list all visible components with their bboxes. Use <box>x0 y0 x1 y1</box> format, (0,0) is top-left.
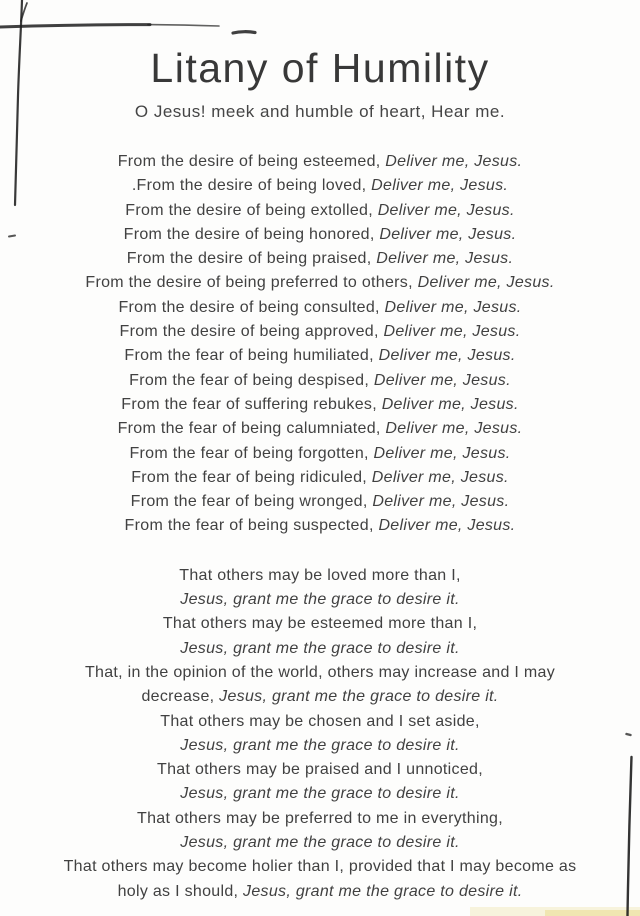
prayer-line: From the desire of being preferred to others, Deliver me, Jesus. <box>85 274 555 292</box>
prayer-line: That others may become holier than I, provided that I may become as <box>63 858 577 876</box>
paper-stain-bottom <box>545 910 640 916</box>
page-subtitle: O Jesus! meek and humble of heart, Hear me. <box>134 102 506 121</box>
prayer-line: From the fear of being humiliated, Deliver me, Jesus. <box>124 347 516 365</box>
page-title: Litany of Humility <box>150 45 490 91</box>
prayer-line: From the desire of being extolled, Deliver me, Jesus. <box>125 201 515 219</box>
prayer-line: From the fear of being despised, Deliver me, Jesus. <box>129 371 511 389</box>
prayer-line: From the desire of being approved, Deliver me, Jesus. <box>119 323 521 341</box>
stanza-grant-me <box>20 564 620 904</box>
prayer-line: .From the desire of being loved, Deliver me, Jesus. <box>131 177 509 195</box>
prayer-line: From the desire of being esteemed, Deliver me, Jesus. <box>117 153 523 170</box>
prayer-line: From the fear of being forgotten, Deliver me, Jesus. <box>129 444 511 462</box>
prayer-line: That others may be esteemed more than I, <box>162 615 478 633</box>
pen-dash-left-icon <box>9 236 15 237</box>
pen-line-bottom-right-icon <box>628 757 632 916</box>
paper-stain-bottom-light <box>470 907 640 916</box>
prayer-line: From the desire of being consulted, Deliver me, Jesus. <box>118 298 522 316</box>
prayer-line: Jesus, grant me the grace to desire it. <box>180 834 460 852</box>
prayer-line: From the fear of being ridiculed, Deliver me, Jesus. <box>131 468 509 486</box>
prayer-line: Jesus, grant me the grace to desire it. <box>180 785 460 803</box>
prayer-line: That, in the opinion of the world, others may increase and I may <box>84 663 556 681</box>
prayer-line: From the fear of being suspected, Deliver me, Jesus. <box>124 517 516 535</box>
stanza-deliver-me <box>20 150 620 539</box>
prayer-line: That others may be preferred to me in everything, <box>137 809 503 827</box>
prayer-line: From the fear of being wronged, Deliver me, Jesus. <box>130 493 510 511</box>
prayer-line: That others may be loved more than I, <box>179 566 461 584</box>
prayer-line: Jesus, grant me the grace to desire it. <box>180 591 460 609</box>
prayer-line: From the desire of being honored, Deliver me, Jesus. <box>123 225 517 243</box>
prayer-line: holy as I should, Jesus, grant me the grace to desire it. <box>117 882 523 900</box>
prayer-line: That others may be chosen and I set aside, <box>160 712 480 730</box>
prayer-line: Jesus, grant me the grace to desire it. <box>180 736 460 754</box>
pen-dot-right-icon <box>627 734 631 735</box>
prayer-line: Jesus, grant me the grace to desire it. <box>180 639 460 657</box>
prayer-line: From the fear of suffering rebukes, Deliver me, Jesus. <box>121 395 519 413</box>
prayer-line: From the desire of being praised, Deliver me, Jesus. <box>126 250 514 268</box>
prayer-line: That others may be praised and I unnoticed, <box>157 761 483 779</box>
prayer-line: From the fear of being calumniated, Deliver me, Jesus. <box>117 420 523 438</box>
prayer-line: decrease, Jesus, grant me the grace to desire it. <box>141 688 499 706</box>
